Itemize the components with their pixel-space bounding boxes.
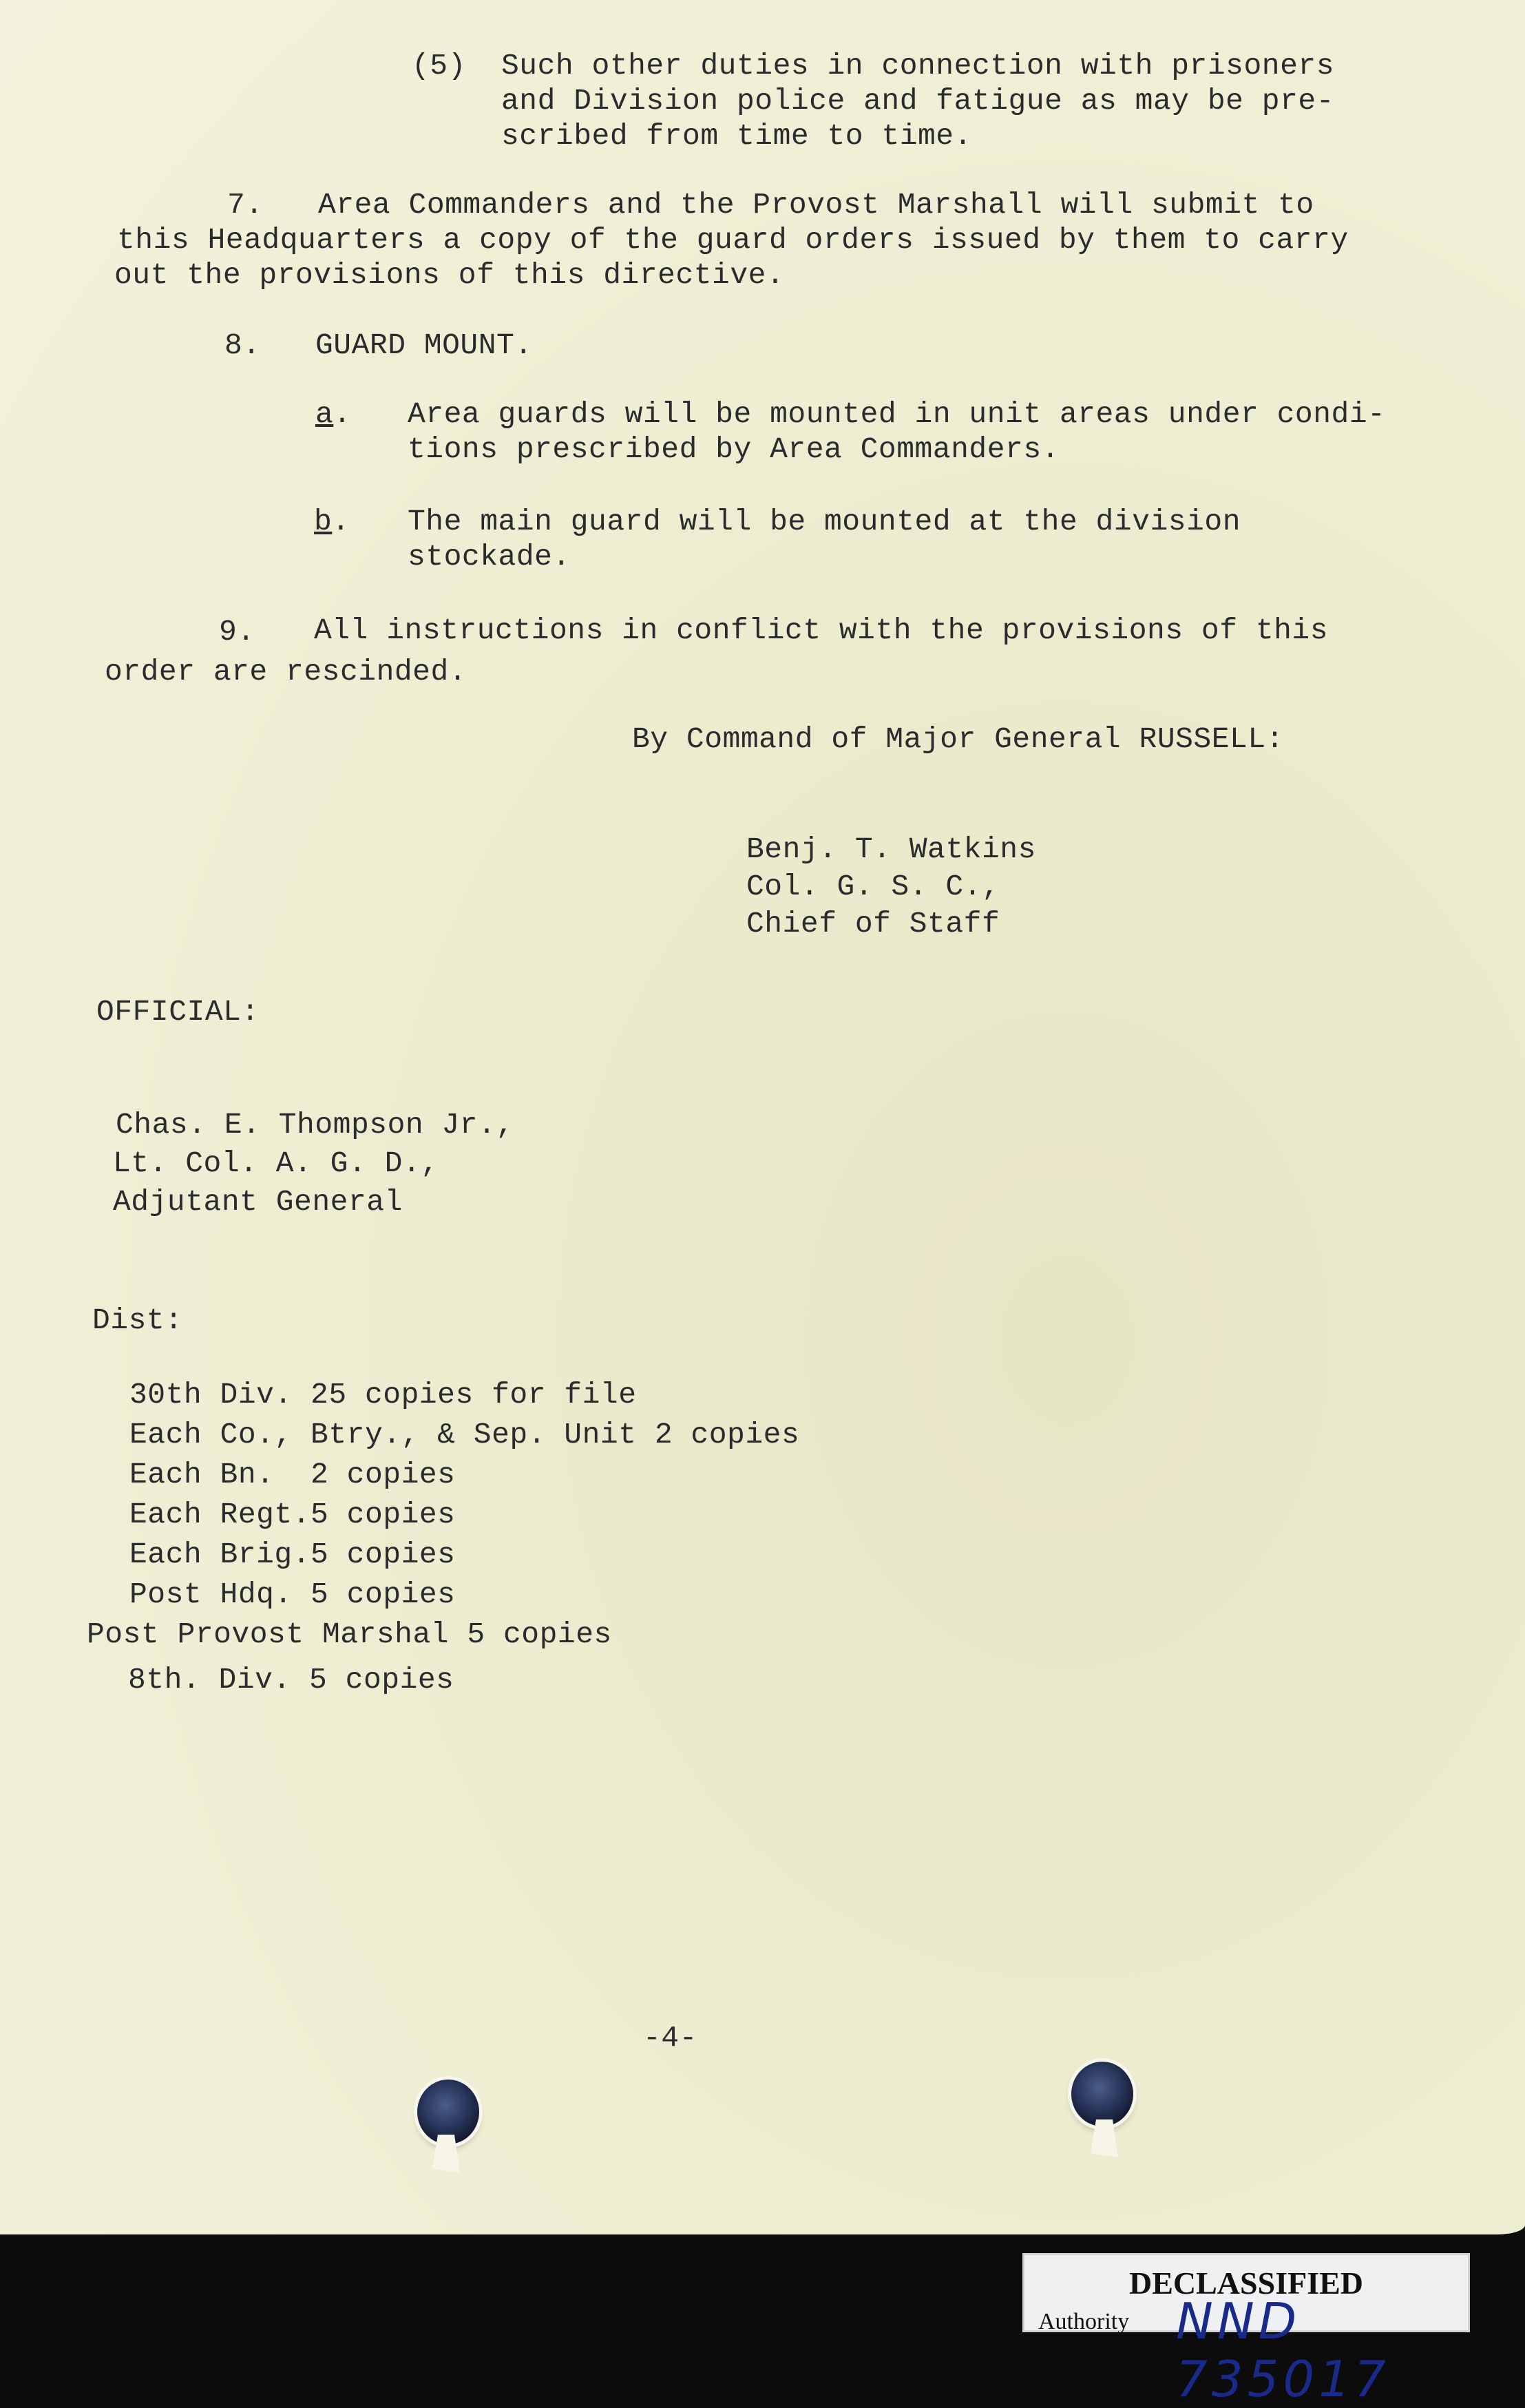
para-7-number: 7.	[227, 188, 264, 222]
signature-name: Benj. T. Watkins	[746, 833, 1036, 866]
para-8b-line-1: The main guard will be mounted at the division	[408, 505, 1241, 538]
dist-item: 8th. Div. 5 copies	[128, 1663, 454, 1697]
official-name: Chas. E. Thompson Jr.,	[116, 1108, 514, 1142]
dist-item: Each Co., Btry., & Sep. Unit 2 copies	[129, 1418, 800, 1452]
para-8-number: 8.	[224, 328, 261, 362]
para-9-second-line: order are rescinded.	[105, 655, 467, 689]
document-page: (5) Such other duties in connection with prisoners and Division police and fatigue as may be pre- scribed from time to time. 7. Area Commanders and the Provost Marshall will submit to this Headquarters a copy of the guard orders issued by them to carry out the provisions of this directive. 8. GUARD MOUNT. a . Area guards will be mounted in unit areas under condi- tions prescribed by Area Commanders. b . The main guard will be mounted at the division stockade. 9. All instructions in conflict with the provisions of this order are rescinded. By Command of Major General RUSSELL: Benj. T. Watkins Col. G. S. C., Chief of Staff OFFICIAL: Chas. E. Thompson Jr., Lt. Col. A. G. D., Adjutant General Dist: 30th Div. 25 copies for file Each Co., Btry., & Sep. Unit 2 copies Each Bn. 2 copies Each Regt.5 copies Each Brig.5 copies Post Hdq. 5 copies Post Provost Marshal 5 copies 8th. Div. 5 copies -4-	[0, 0, 1525, 2234]
para-9-number: 9.	[219, 615, 255, 649]
stamp-number: NND 735017	[1176, 2292, 1390, 2408]
dist-item: 30th Div. 25 copies for file	[129, 1378, 637, 1412]
para-7-line-2: this Headquarters a copy of the guard orders issued by them to carry	[117, 223, 1349, 257]
item-5-line-3: scribed from time to time.	[501, 119, 972, 153]
item-5-line-2: and Division police and fatigue as may be pre-	[501, 84, 1334, 118]
punch-hole-right	[1071, 2062, 1133, 2126]
punch-hole-left	[417, 2080, 479, 2144]
para-9-first-line: All instructions in conflict with the provisions of this	[314, 614, 1329, 647]
para-8b-line-2: stockade.	[408, 540, 571, 574]
dist-item: Post Provost Marshal 5 copies	[87, 1617, 612, 1651]
stamp-title: DECLASSIFIED	[1129, 2265, 1363, 2301]
para-7-line-3: out the provisions of this directive.	[114, 258, 785, 292]
para-8a-label: a	[315, 397, 334, 431]
signature-rank: Col. G. S. C.,	[746, 870, 1000, 903]
signature-title: Chief of Staff	[746, 907, 1000, 941]
item-5-line-1: Such other duties in connection with prisoners	[501, 49, 1334, 83]
declassified-stamp	[1022, 2253, 1470, 2408]
official-label: OFFICIAL:	[96, 995, 260, 1029]
dist-item: Post Hdq. 5 copies	[129, 1578, 456, 1611]
para-8b-label: b	[314, 505, 333, 538]
official-rank: Lt. Col. A. G. D.,	[113, 1147, 439, 1180]
para-8a-line-1: Area guards will be mounted in unit areas under condi-	[408, 397, 1386, 431]
dist-label: Dist:	[92, 1304, 183, 1337]
para-8-heading: GUARD MOUNT.	[315, 328, 533, 362]
para-8a-line-2: tions prescribed by Area Commanders.	[408, 432, 1060, 466]
dist-item: Each Regt.5 copies	[129, 1498, 456, 1531]
para-7-first-line: Area Commanders and the Provost Marshall will submit to	[318, 188, 1314, 222]
page-number: -4-	[643, 2021, 697, 2055]
item-5-number: (5)	[412, 49, 466, 83]
official-title: Adjutant General	[113, 1185, 403, 1219]
dist-item: Each Bn. 2 copies	[129, 1458, 456, 1491]
stamp-authority: Authority	[1038, 2309, 1130, 2334]
dist-item: Each Brig.5 copies	[129, 1538, 456, 1571]
command-line: By Command of Major General RUSSELL:	[632, 722, 1284, 756]
